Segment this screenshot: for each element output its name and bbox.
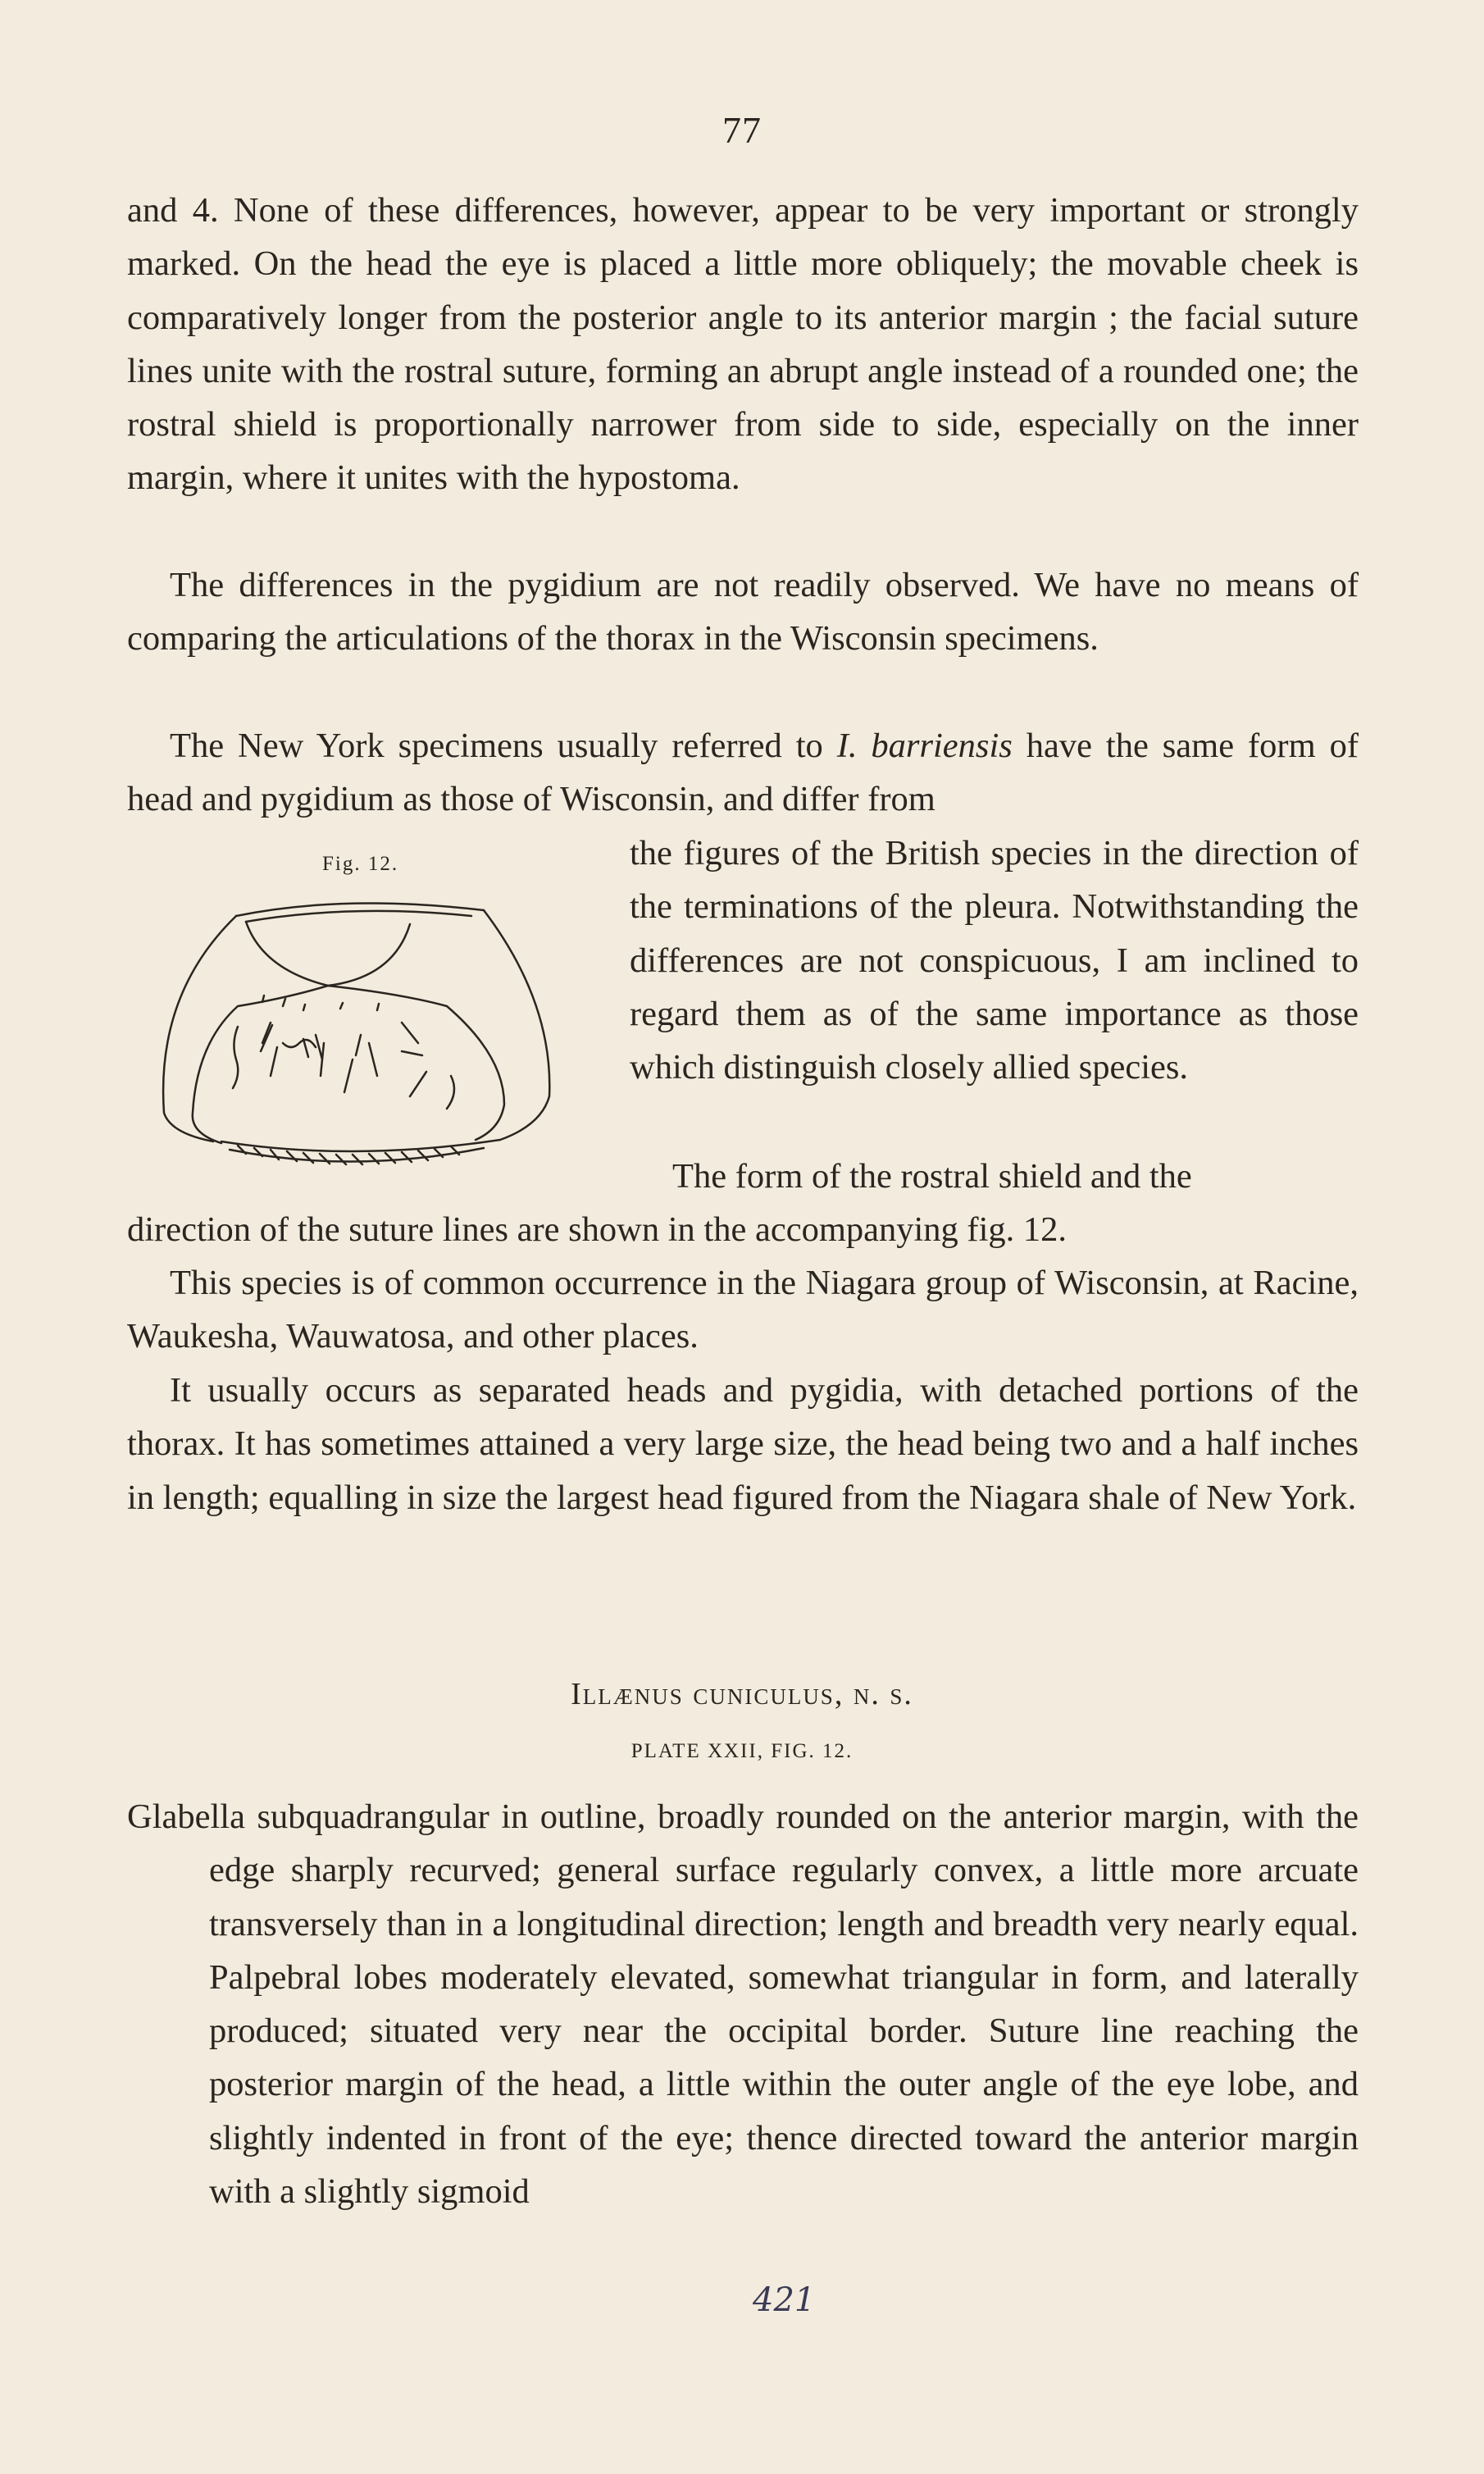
figure-label: Fig. 12.: [322, 853, 399, 875]
paragraph-occurrence: This species is of common occurrence in the Niagara group of Wisconsin, at Racine, Waukesha, Wauwatosa, and other places.: [127, 1264, 1359, 1356]
paragraph-british-species: the figures of the British species in the direction of the terminations of the pleura. Notwithstanding the differences are not conspicuous, I am inclined to regard them as of the same importance as those which distinguish closely allied species.: [630, 834, 1359, 1087]
text-segment: have the same form of head and pygidium as those of Wisconsin, and differ from: [127, 727, 1359, 819]
trilobite-figure-illustration: [139, 879, 599, 1182]
text-segment: The New York specimens usually referred to: [170, 727, 837, 765]
species-description: Glabella subquadrangular in outline, broadly rounded on the anterior margin, with the edge sharply recurved; general surface regularly convex, a little more arcuate transversely than in a longitudinal direction; length and breadth very nearly equal. Palpebral lobes moderately elevated, somewhat triangular in form, and laterally produced; situated very near the occipital border. Suture line reaching the posterior margin of the head, a little within the outer angle of the eye lobe, and slightly indented in front of the eye; thence directed toward the anterior margin with a slightly sigmoid: [127, 1797, 1359, 2212]
paragraph-rostral-shield-start: The form of the rostral shield and the: [672, 1157, 1192, 1196]
page-number: 77: [722, 109, 762, 151]
species-heading: Illænus cuniculus, n. s.: [571, 1677, 913, 1711]
paragraph-pygidium: The differences in the pygidium are not readily observed. We have no means of comparing the articulations of the thorax in the Wisconsin specimens.: [127, 566, 1359, 658]
paragraph-rostral-shield-end: direction of the suture lines are shown in the accompanying fig. 12.: [127, 1210, 1067, 1249]
paragraph-differences: and 4. None of these differences, however, appear to be very important or strongly marked. On the head the eye is placed a little more obliquely; the movable cheek is comparatively longer from the posterior angle to its anterior margin ; the facial suture lines unite with the rostral suture, forming an abrupt angle instead of a rounded one; the rostral shield is proportionally narrower from side to side, especially on the inner margin, where it unites with the hypostoma.: [127, 191, 1359, 498]
paragraph-new-york-specimens: [127, 719, 1359, 827]
handwritten-page-note: 421: [753, 2281, 816, 2319]
species-name-italic: I. barriensis: [836, 727, 1013, 765]
paragraph-large-size: It usually occurs as separated heads and pygidia, with detached portions of the thorax. It has sometimes attained a very large size, the head being two and a half inches in length; equalling in size the largest head figured from the Niagara shale of New York.: [127, 1371, 1359, 1517]
plate-reference: PLATE XXII, FIG. 12.: [630, 1740, 854, 1762]
